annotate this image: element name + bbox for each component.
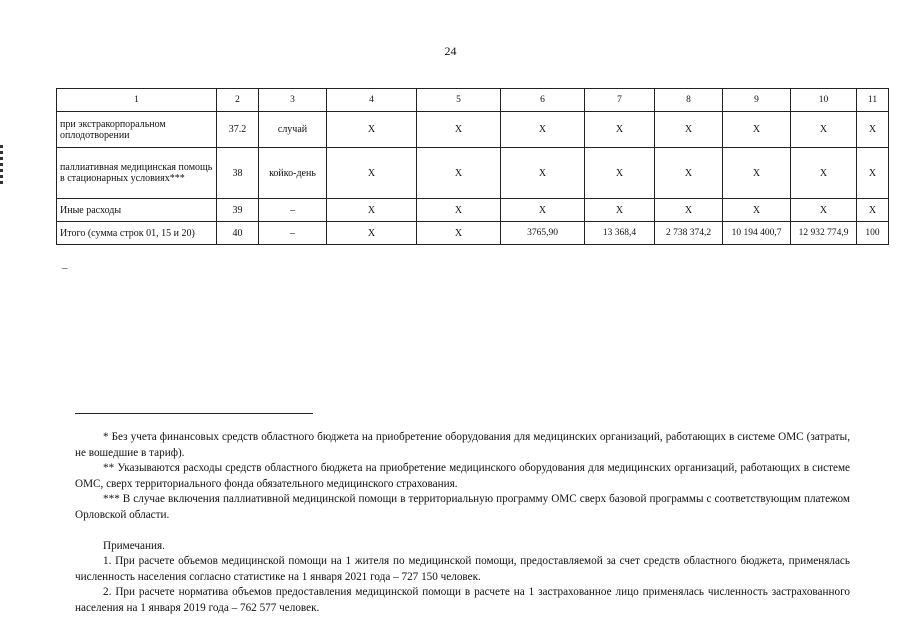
row-label: Иные расходы — [57, 199, 217, 222]
table-cell: Х — [791, 148, 857, 199]
table-cell: Х — [791, 199, 857, 222]
table-cell: Х — [857, 199, 889, 222]
table-cell: Х — [723, 199, 791, 222]
table-total-row — [57, 222, 889, 245]
table-cell: 3765,90 — [501, 222, 585, 245]
table-row — [57, 199, 889, 222]
note-1: 1. При расчете объемов медицинской помощи на 1 жителя по медицинской помощи, предоставляемой за счет средств областного бюджета, применялась численность населения согласно статистике на 1 января 2021 года – 727 150 человек. — [75, 555, 850, 583]
header-cell: 2 — [217, 89, 259, 112]
table-cell: Х — [501, 199, 585, 222]
header-cell: 3 — [259, 89, 327, 112]
header-cell: 4 — [327, 89, 417, 112]
table-cell: Х — [585, 112, 655, 148]
row-number: 38 — [217, 148, 259, 199]
header-cell: 6 — [501, 89, 585, 112]
table-cell: Х — [791, 112, 857, 148]
notes-title: Примечания. — [103, 539, 165, 552]
header-cell: 7 — [585, 89, 655, 112]
table-cell: 10 194 400,7 — [723, 222, 791, 245]
table-cell: 100 — [857, 222, 889, 245]
table-cell: Х — [417, 199, 501, 222]
footnote-3: *** В случае включения паллиативной медицинской помощи в территориальную программу ОМС сверх базовой программы с соответствующим платежом Орловской области. — [75, 493, 850, 521]
table-cell: Х — [723, 148, 791, 199]
unit-cell: случай — [259, 112, 327, 148]
header-cell: 11 — [857, 89, 889, 112]
unit-cell: – — [259, 199, 327, 222]
row-number: 37.2 — [217, 112, 259, 148]
table-row — [57, 112, 889, 148]
note-2: 2. При расчете норматива объемов предоставления медицинской помощи в расчете на 1 застрахованное лицо применялась численность застрахованного населения на 1 января 2019 года – 762 577 человек. — [75, 586, 850, 614]
header-cell: 9 — [723, 89, 791, 112]
table-cell: Х — [327, 199, 417, 222]
footnotes-block — [75, 430, 850, 617]
table-cell: Х — [655, 199, 723, 222]
footnote-separator — [75, 413, 313, 414]
unit-cell: койко-день — [259, 148, 327, 199]
row-label: паллиативная медицинская помощь в стационарных условиях*** — [57, 148, 217, 199]
header-cell: 8 — [655, 89, 723, 112]
unit-cell: – — [259, 222, 327, 245]
header-cell: 1 — [57, 89, 217, 112]
table-header-row — [57, 89, 889, 112]
header-cell: 10 — [791, 89, 857, 112]
row-label: при экстракорпоральном оплодотворении — [57, 112, 217, 148]
page-number: 24 — [444, 44, 457, 58]
table-cell: Х — [417, 148, 501, 199]
table-cell: Х — [585, 199, 655, 222]
table-cell: Х — [585, 148, 655, 199]
table-cell: Х — [501, 112, 585, 148]
scan-edge-mark — [0, 145, 3, 185]
row-number: 40 — [217, 222, 259, 245]
table-cell: 2 738 374,2 — [655, 222, 723, 245]
table-cell: Х — [723, 112, 791, 148]
row-label: Итого (сумма строк 01, 15 и 20) — [57, 222, 217, 245]
table-cell: Х — [857, 112, 889, 148]
table-row — [57, 148, 889, 199]
table-cell: Х — [501, 148, 585, 199]
table-cell: 12 932 774,9 — [791, 222, 857, 245]
table-cell: Х — [655, 112, 723, 148]
table-cell: Х — [417, 222, 501, 245]
header-cell: 5 — [417, 89, 501, 112]
footnote-2: ** Указываются расходы средств областного бюджета на приобретение медицинского оборудования для медицинских организаций, работающих в системе ОМС, сверх территориального фонда обязательного медицинского страхования. — [75, 462, 850, 490]
table-cell: Х — [327, 222, 417, 245]
table-cell: 13 368,4 — [585, 222, 655, 245]
table-cell: Х — [655, 148, 723, 199]
table-cell: Х — [857, 148, 889, 199]
footnote-1: * Без учета финансовых средств областного бюджета на приобретение оборудования для медицинских организаций, работающих в системе ОМС (затраты, не вошедшие в тариф). — [75, 431, 850, 459]
expenses-table — [56, 88, 889, 245]
row-number: 39 — [217, 199, 259, 222]
table-cell: Х — [417, 112, 501, 148]
table-cell: Х — [327, 112, 417, 148]
stray-dash: – — [62, 262, 68, 274]
table-cell: Х — [327, 148, 417, 199]
